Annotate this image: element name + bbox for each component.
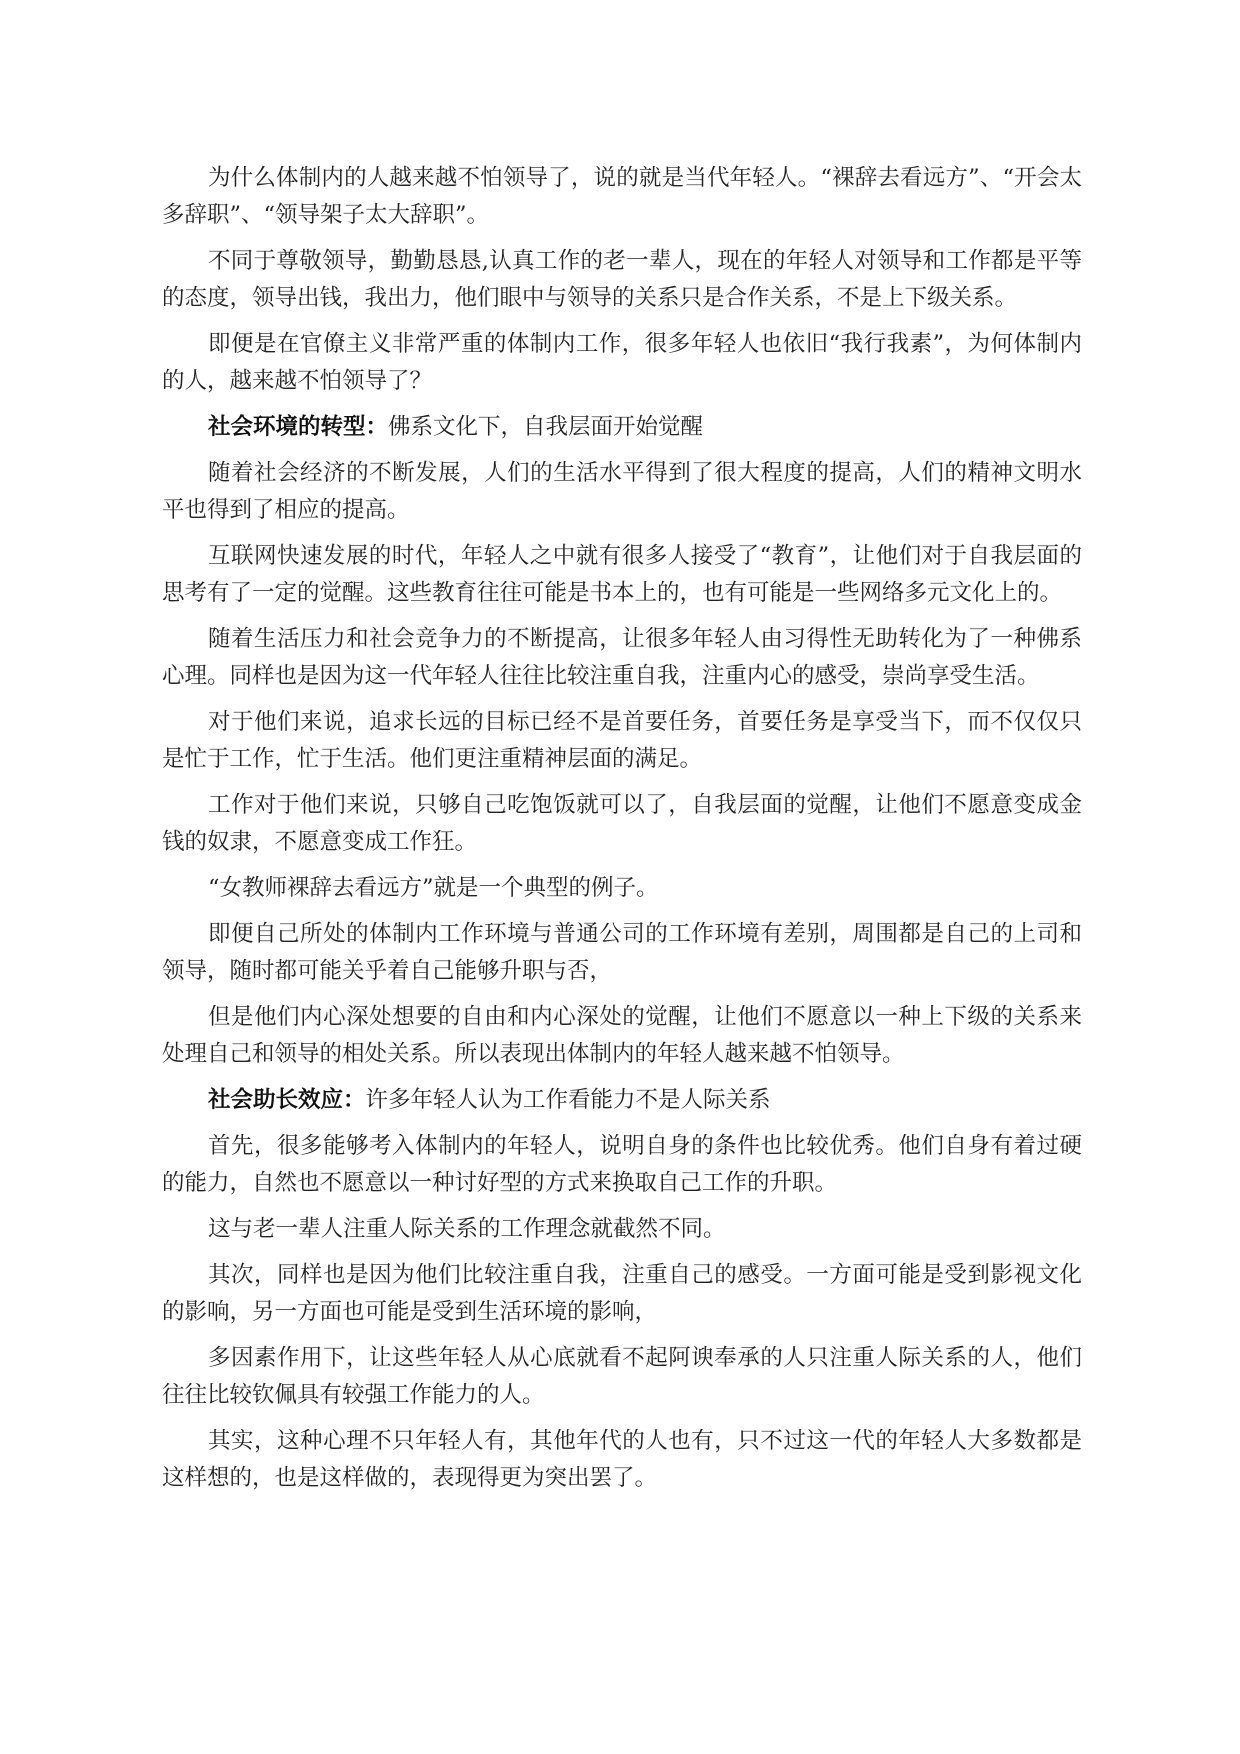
paragraph: 为什么体制内的人越来越不怕领导了，说的就是当代年轻人。“裸辞去看远方”、“开会太多辞职”、“领导架子太大辞职”。 (162, 165, 1082, 228)
paragraph: 对于他们来说，追求长远的目标已经不是首要任务，首要任务是享受当下，而不仅仅只是忙于工作，忙于生活。他们更注重精神层面的满足。 (162, 709, 1082, 772)
paragraph: “女教师裸辞去看远方”就是一个典型的例子。 (208, 875, 659, 901)
paragraph: 不同于尊敬领导，勤勤恳恳,认真工作的老一辈人，现在的年轻人对领导和工作都是平等的态度，领导出钱，我出力，他们眼中与领导的关系只是合作关系，不是上下级关系。 (162, 248, 1082, 311)
paragraph: 这与老一辈人注重人际关系的工作理念就截然不同。 (208, 1216, 726, 1242)
article-body (162, 160, 1082, 1506)
paragraph: 首先，很多能够考入体制内的年轻人，说明自身的条件也比较优秀。他们自身有着过硬的能力，自然也不愿意以一种讨好型的方式来换取自己工作的升职。 (162, 1133, 1082, 1196)
section-heading-bold: 社会助长效应： (208, 1087, 366, 1113)
section-heading (162, 1082, 1082, 1119)
paragraph: 即便自己所处的体制内工作环境与普通公司的工作环境有差别，周围都是自己的上司和领导，随时都可能关乎着自己能够升职与否， (162, 921, 1082, 984)
section-heading-text: 许多年轻人认为工作看能力不是人际关系 (365, 1087, 771, 1113)
paragraph: 其次，同样也是因为他们比较注重自我，注重自己的感受。一方面可能是受到影视文化的影响，另一方面也可能是受到生活环境的影响， (162, 1262, 1082, 1325)
section-heading-text: 佛系文化下，自我层面开始觉醒 (388, 414, 704, 440)
paragraph: 互联网快速发展的时代，年轻人之中就有很多人接受了“教育”，让他们对于自我层面的思考有了一定的觉醒。这些教育往往可能是书本上的，也有可能是一些网络多元文化上的。 (162, 543, 1082, 606)
paragraph: 随着社会经济的不断发展，人们的生活水平得到了很大程度的提高，人们的精神文明水平也得到了相应的提高。 (162, 460, 1082, 523)
paragraph: 即便是在官僚主义非常严重的体制内工作，很多年轻人也依旧“我行我素”，为何体制内的人，越来越不怕领导了？ (162, 331, 1082, 394)
paragraph: 但是他们内心深处想要的自由和内心深处的觉醒，让他们不愿意以一种上下级的关系来处理自己和领导的相处关系。所以表现出体制内的年轻人越来越不怕领导。 (162, 1004, 1082, 1067)
paragraph: 多因素作用下，让这些年轻人从心底就看不起阿谀奉承的人只注重人际关系的人，他们往往比较钦佩具有较强工作能力的人。 (162, 1345, 1082, 1408)
section-heading-bold: 社会环境的转型： (208, 414, 389, 440)
section-heading (162, 409, 1082, 446)
paragraph: 工作对于他们来说，只够自己吃饱饭就可以了，自我层面的觉醒，让他们不愿意变成金钱的奴隶，不愿意变成工作狂。 (162, 792, 1082, 855)
paragraph: 随着生活压力和社会竞争力的不断提高，让很多年轻人由习得性无助转化为了一种佛系心理。同样也是因为这一代年轻人往往比较注重自我，注重内心的感受，崇尚享受生活。 (162, 626, 1082, 689)
paragraph: 其实，这种心理不只年轻人有，其他年代的人也有，只不过这一代的年轻人大多数都是这样想的，也是这样做的，表现得更为突出罢了。 (162, 1428, 1082, 1491)
